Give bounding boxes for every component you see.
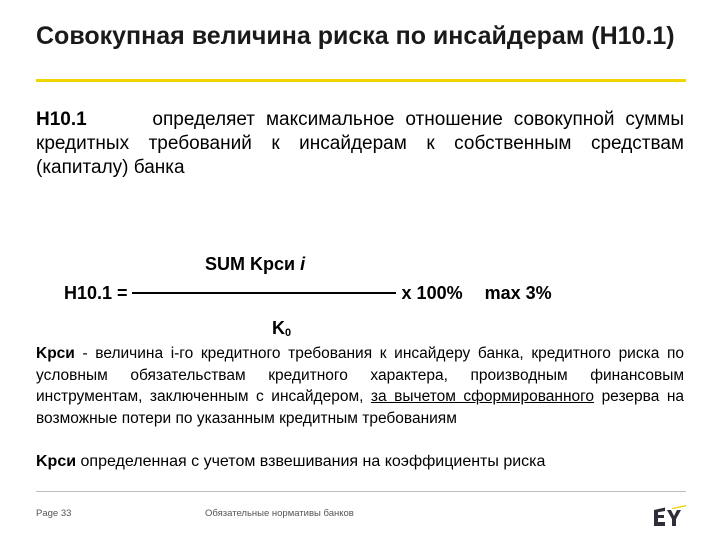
formula-lhs: Н10.1 = [64, 283, 128, 303]
footer-doc-title: Обязательные нормативы банков [205, 508, 354, 519]
page-number: Page 33 [36, 508, 72, 519]
footer-rule [36, 491, 686, 492]
definition-1-text-a: - величина i-го кредитного требования к инсайдеру банка, кредитного риска по условным обязательствам кредитного характера, производным финансовым инструментам, заключенным с инсайдером, [36, 345, 684, 405]
numerator-index: i [300, 254, 306, 274]
title-underline-rule [36, 79, 686, 82]
numerator-text: SUM Kрси [205, 254, 296, 274]
denominator-subscript: 0 [285, 327, 292, 339]
definition-1-term: Kрси [36, 345, 75, 362]
definition-1-text-b: резерва на возможные потери по указанным кредитным требованиям [36, 388, 684, 427]
definition-paragraph-2 [36, 451, 684, 473]
slide-title: Совокупная величина риска по инсайдерам (Н10.1) [36, 22, 675, 50]
definition-2-text: определенная с учетом взвешивания на коэффициенты риска [80, 453, 546, 470]
intro-text: определяет максимальное отношение совокупной суммы кредитных требований к инсайдерам к собственным средствам (капиталу) банка [36, 109, 684, 178]
formula-main-line [64, 283, 552, 304]
definition-2-term: Kрси [36, 453, 77, 470]
intro-paragraph [36, 108, 684, 180]
formula-numerator [205, 254, 305, 275]
fraction-bar [132, 292, 396, 294]
definition-paragraph-1 [36, 343, 684, 429]
formula-denominator [272, 318, 291, 339]
ey-logo-icon [654, 505, 686, 527]
definition-1-underlined: за вычетом сформированного [370, 388, 595, 405]
formula-multiplier: х 100% [401, 283, 463, 303]
formula-max: max 3% [484, 283, 552, 303]
ratio-code: Н10.1 [36, 109, 87, 130]
denominator-text: K [272, 318, 285, 338]
